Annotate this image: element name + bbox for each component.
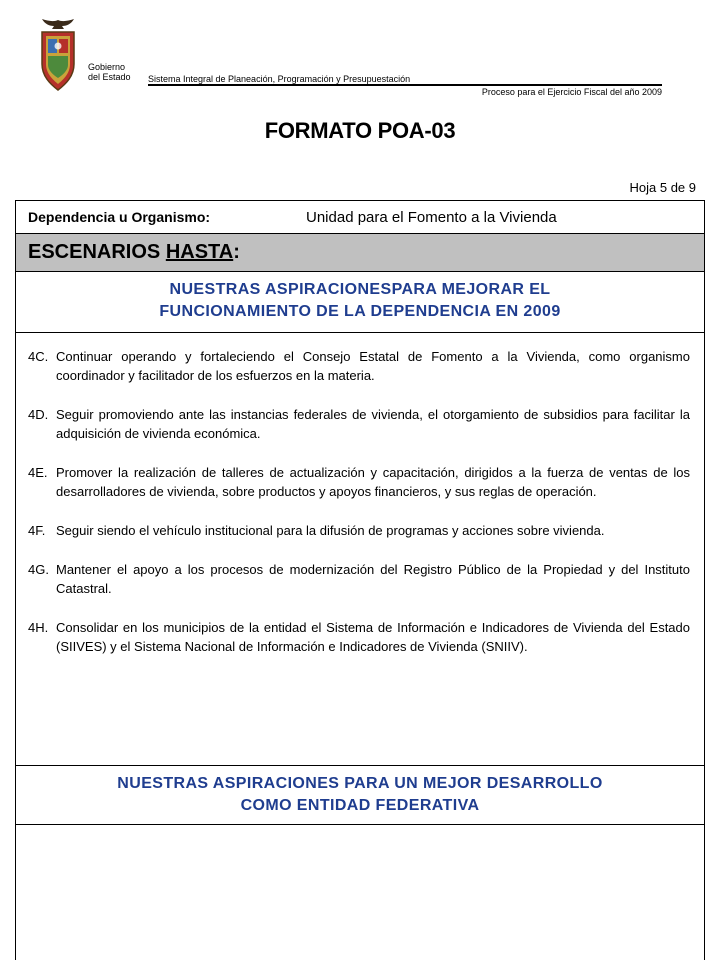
empty-content-area [16,825,704,960]
process-title: Proceso para el Ejercicio Fiscal del año 2009 [481,87,662,97]
list-item [28,521,690,540]
item-text: Mantener el apoyo a los procesos de modernización del Registro Público de la Propiedad y del Instituto Catastral. [56,562,690,596]
section-heading-dependency: NUESTRAS ASPIRACIONESPARA MEJORAR EL FUNCIONAMIENTO DE LA DEPENDENCIA EN 2009 [16,272,704,333]
system-title: Sistema Integral de Planeación, Programación y Presupuestación [148,74,411,84]
state-seal-icon [36,18,80,94]
poa-form [15,200,705,960]
scenarios-suffix: : [233,241,240,263]
aspirations-list [16,333,704,766]
dependency-row [16,201,704,234]
item-code: 4F. [28,523,46,538]
scenarios-prefix: ESCENARIOS [28,241,166,263]
list-item [28,405,690,443]
government-label: Gobierno del Estado [88,62,131,82]
header-rule [148,84,662,86]
item-code: 4H. [28,620,49,635]
item-text: Continuar operando y fortaleciendo el Consejo Estatal de Fomento a la Vivienda, como organismo coordinador y facilitador de los esfuerzos en la materia. [56,349,690,383]
item-code: 4D. [28,407,49,422]
item-text: Seguir promoviendo ante las instancias federales de vivienda, el otorgamiento de subsidios para facilitar la adquisición de vivienda económica. [56,407,690,441]
list-item [28,560,690,598]
list-item [28,618,690,656]
scenarios-row [16,234,704,272]
item-text: Consolidar en los municipios de la entidad el Sistema de Información e Indicadores de Vivienda del Estado (SIIVES) y el Sistema Nacional de Información e Indicadores de Vivienda (SNIIV). [56,620,690,654]
list-item [28,347,690,385]
section-heading-entity: NUESTRAS ASPIRACIONES PARA UN MEJOR DESARROLLO COMO ENTIDAD FEDERATIVA [16,766,704,825]
item-text: Seguir siendo el vehículo institucional para la difusión de programas y acciones sobre vivienda. [56,523,605,538]
format-title: FORMATO POA-03 [264,118,456,143]
item-code: 4C. [28,349,49,364]
page-count: Hoja 5 de 9 [629,180,696,195]
item-code: 4G. [28,562,49,577]
item-text: Promover la realización de talleres de actualización y capacitación, dirigidos a la fuerza de ventas de los desarrolladores de vivienda, sobre productos y apoyos financieros, y sus reglas de operación. [56,465,690,499]
dependency-value: Unidad para el Fomento a la Vivienda [306,208,557,226]
scenarios-hasta: HASTA [165,241,234,263]
item-code: 4E. [28,465,48,480]
dependency-label: Dependencia u Organismo: [28,209,211,225]
list-item [28,463,690,501]
